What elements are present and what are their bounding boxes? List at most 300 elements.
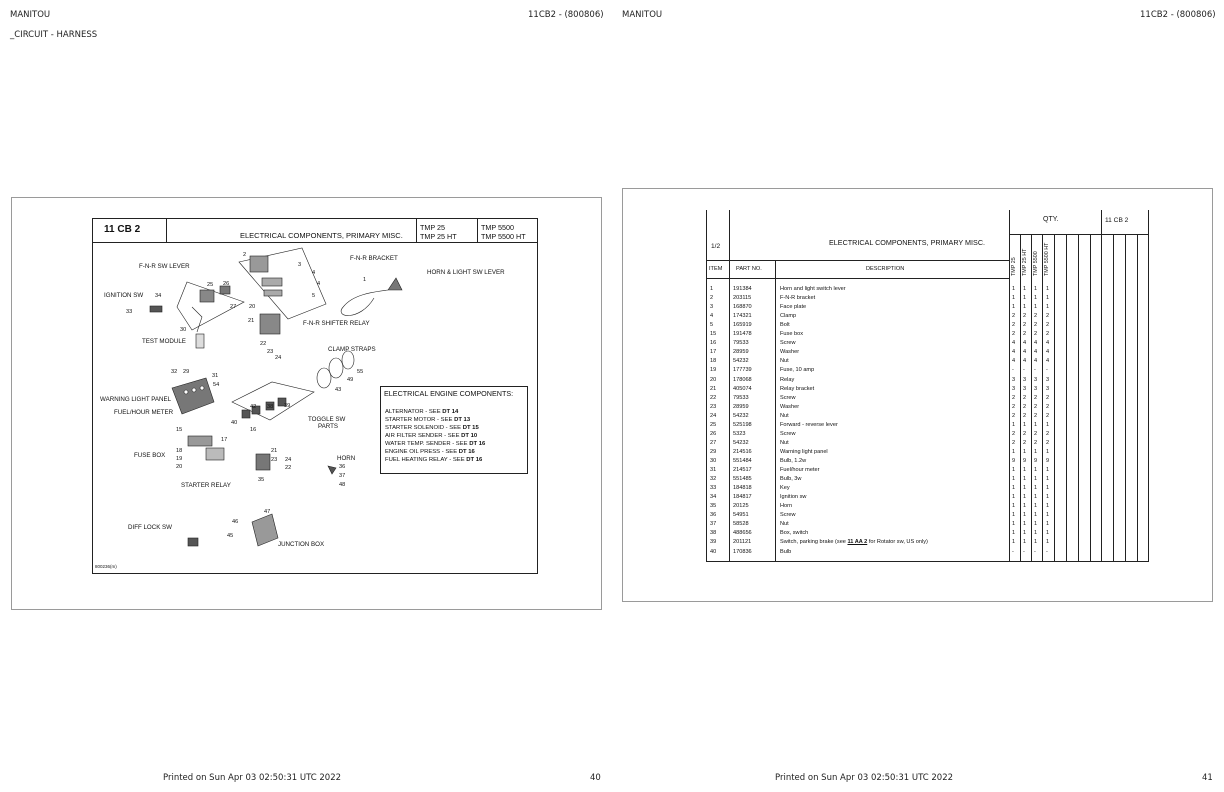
- label-starter-relay: STARTER RELAY: [181, 482, 231, 489]
- row-qty: 4: [1023, 340, 1027, 347]
- right-brand: MANITOU: [622, 10, 663, 20]
- row-qty: 2: [1034, 322, 1038, 329]
- row-qty: 1: [1012, 503, 1016, 510]
- row-qty: 2: [1034, 403, 1038, 410]
- row-qty: 1: [1046, 485, 1050, 492]
- row-item: 20: [710, 376, 717, 383]
- label-fnr-sw-lever: F-N-R SW LEVER: [139, 263, 190, 270]
- row-description: Washer: [780, 349, 800, 356]
- label-ignition-sw: IGNITION SW: [104, 292, 144, 299]
- table-border: [1148, 210, 1149, 562]
- label-fnr-bracket: F-N-R BRACKET: [350, 255, 398, 262]
- row-qty: 1: [1034, 503, 1038, 510]
- row-qty: 2: [1012, 403, 1016, 410]
- row-qty: 2: [1046, 322, 1050, 329]
- row-qty: 1: [1046, 521, 1050, 528]
- row-description: Bulb, 3w: [780, 476, 802, 483]
- callout-number: 4: [312, 270, 316, 276]
- row-description: Key: [780, 485, 790, 492]
- row-qty: 2: [1034, 412, 1038, 419]
- callout-number: 48: [339, 482, 346, 488]
- row-qty: 4: [1034, 358, 1038, 365]
- row-qty: 4: [1023, 349, 1027, 356]
- row-qty: 1: [1034, 494, 1038, 501]
- row-item: 40: [710, 548, 717, 555]
- callout-number: 33: [126, 309, 133, 315]
- label-horn: HORN: [337, 455, 356, 462]
- callout-number: 47: [264, 509, 271, 515]
- row-qty: -: [1012, 548, 1014, 555]
- row-part-number: 5323: [733, 430, 746, 437]
- row-part-number: 58528: [733, 521, 749, 528]
- row-qty: 1: [1034, 467, 1038, 473]
- row-qty: 3: [1023, 376, 1027, 383]
- row-qty: 1: [1012, 485, 1016, 492]
- row-description: Relay bracket: [780, 385, 815, 392]
- row-qty: -: [1046, 367, 1048, 374]
- row-qty: 3: [1023, 385, 1027, 392]
- callout-number: 32: [171, 369, 178, 375]
- row-part-number: 551484: [733, 458, 752, 464]
- left-doc-code: 11CB2 - (800806): [528, 10, 604, 20]
- row-part-number: 28959: [733, 403, 749, 410]
- table-border: [1125, 234, 1126, 562]
- label-warning-light-panel: WARNING LIGHT PANEL: [100, 396, 172, 403]
- callout-number: 5: [312, 293, 316, 299]
- row-item: 35: [710, 503, 717, 510]
- row-item: 17: [710, 349, 717, 356]
- row-qty: 1: [1023, 539, 1027, 546]
- row-description: F-N-R bracket: [780, 295, 816, 302]
- row-qty: 1: [1023, 512, 1027, 519]
- row-description: Screw: [780, 512, 796, 519]
- row-qty: 1: [1012, 521, 1016, 528]
- row-qty: 4: [1023, 358, 1027, 365]
- row-qty: 1: [1034, 286, 1038, 292]
- callout-number: 22: [285, 465, 292, 471]
- row-qty: 4: [1012, 340, 1016, 347]
- row-qty: 2: [1012, 439, 1016, 446]
- row-qty: 3: [1046, 376, 1050, 383]
- callout-number: 36: [339, 464, 346, 470]
- row-qty: 2: [1012, 394, 1016, 401]
- row-qty: 1: [1023, 286, 1027, 292]
- engine-line: STARTER SOLENOID - SEE DT 15: [385, 425, 479, 431]
- row-qty: 2: [1012, 322, 1016, 329]
- row-item: 19: [710, 367, 717, 374]
- row-description: Screw: [780, 394, 796, 401]
- callout-number: 3: [298, 262, 302, 268]
- col-part-header: PART NO.: [736, 266, 762, 272]
- row-qty: 1: [1023, 304, 1027, 311]
- row-item: 4: [710, 313, 714, 320]
- row-qty: 2: [1046, 403, 1050, 410]
- row-description: Relay: [780, 376, 795, 383]
- row-part-number: 203115: [733, 295, 752, 302]
- row-description: Bulb, 1.2w: [780, 458, 807, 464]
- callout-number: 19: [176, 456, 183, 462]
- table-border: [706, 561, 1149, 562]
- row-qty: 1: [1023, 448, 1027, 455]
- row-description: Screw: [780, 430, 796, 437]
- row-qty: 1: [1046, 304, 1050, 311]
- row-part-number: 165919: [733, 322, 752, 329]
- row-description: Nut: [780, 439, 789, 446]
- right-footer-printed: Printed on Sun Apr 03 02:50:31 UTC 2022: [775, 773, 954, 783]
- row-qty: 2: [1046, 394, 1050, 401]
- row-part-number: 214517: [733, 467, 752, 473]
- title-divider: [166, 218, 167, 242]
- row-item: 24: [710, 412, 717, 419]
- title-divider: [477, 218, 478, 242]
- table-border: [1009, 234, 1149, 235]
- label-clamp-straps: CLAMP STRAPS: [328, 346, 376, 353]
- row-qty: 1: [1023, 295, 1027, 302]
- left-brand: MANITOU: [10, 10, 51, 20]
- callout-number: 23: [271, 457, 278, 463]
- row-qty: 2: [1046, 430, 1050, 437]
- row-qty: 2: [1023, 331, 1027, 338]
- row-item: 38: [710, 530, 717, 537]
- row-part-number: 28959: [733, 349, 749, 356]
- row-item: 16: [710, 340, 717, 347]
- row-item: 37: [710, 521, 717, 528]
- label-parts: PARTS: [318, 423, 339, 430]
- row-qty: 2: [1023, 430, 1027, 437]
- row-qty: 1: [1012, 467, 1016, 473]
- table-border: [706, 210, 707, 562]
- callout-number: 31: [212, 373, 219, 379]
- model-tmp25ht: TMP 25 HT: [420, 232, 457, 241]
- right-doc-code: 11CB2 - (800806): [1140, 10, 1216, 20]
- engine-line: WATER TEMP. SENDER - SEE DT 16: [385, 441, 486, 447]
- callout-number: 17: [221, 437, 228, 443]
- callout-number: 21: [271, 448, 278, 454]
- row-item: 26: [710, 430, 717, 437]
- row-qty: -: [1023, 548, 1025, 555]
- row-part-number: 79533: [733, 394, 749, 401]
- row-qty: 1: [1023, 521, 1027, 528]
- row-description: Horn: [780, 503, 793, 510]
- callout-number: 23: [267, 349, 274, 355]
- model-tmp5500: TMP 5500: [481, 223, 515, 232]
- table-border: [706, 278, 1009, 279]
- row-qty: 3: [1012, 376, 1016, 383]
- row-qty: 1: [1012, 476, 1016, 483]
- row-item: 1: [710, 286, 714, 292]
- row-part-number: 20125: [733, 503, 749, 510]
- label-diff-lock-sw: DIFF LOCK SW: [128, 524, 173, 531]
- callout-number: 16: [250, 427, 257, 433]
- right-page-number: 41: [1202, 773, 1213, 783]
- row-qty: 1: [1046, 448, 1050, 455]
- row-qty: 2: [1023, 439, 1027, 446]
- row-part-number: 214516: [733, 448, 752, 455]
- row-qty: 2: [1034, 331, 1038, 338]
- row-description: Washer: [780, 403, 800, 410]
- table-border: [1137, 234, 1138, 562]
- row-part-number: 191384: [733, 286, 752, 292]
- row-item: 30: [710, 458, 717, 464]
- row-qty: 1: [1023, 467, 1027, 473]
- row-qty: 2: [1023, 322, 1027, 329]
- row-description: Clamp: [780, 313, 797, 320]
- left-page-number: 40: [590, 773, 601, 783]
- row-description: Switch, parking brake (see 11 AA 2 for Rotator sw, US only): [780, 539, 928, 546]
- row-qty: 1: [1034, 295, 1038, 302]
- label-fuse-box: FUSE BOX: [134, 452, 166, 459]
- col-item-header: ITEM: [709, 266, 723, 272]
- row-qty: 1: [1012, 295, 1016, 302]
- row-part-number: 525198: [733, 421, 752, 428]
- row-qty: 1: [1046, 421, 1050, 428]
- col-desc-header: DESCRIPTION: [866, 266, 905, 272]
- row-qty: 1: [1034, 485, 1038, 492]
- engine-line: FUEL HEATING RELAY - SEE DT 16: [385, 457, 483, 463]
- row-part-number: 170836: [733, 548, 752, 555]
- row-description: Screw: [780, 340, 796, 347]
- table-border: [1113, 234, 1114, 562]
- label-fuel-hour-meter: FUEL/HOUR METER: [114, 409, 174, 416]
- row-qty: 1: [1034, 448, 1038, 455]
- row-qty: 2: [1023, 313, 1027, 320]
- row-item: 18: [710, 358, 717, 365]
- row-qty: -: [1046, 548, 1048, 555]
- row-description: Box, switch: [780, 530, 809, 537]
- row-item: 22: [710, 394, 717, 401]
- row-description: Bulb: [780, 548, 792, 555]
- row-description-ref: 11 AA 2: [847, 539, 868, 546]
- row-qty: 2: [1012, 430, 1016, 437]
- row-qty: 2: [1034, 430, 1038, 437]
- callout-number: 20: [176, 464, 183, 470]
- row-qty: 1: [1046, 286, 1050, 292]
- row-part-number: 201121: [733, 539, 752, 546]
- row-qty: 3: [1046, 385, 1050, 392]
- row-item: 15: [710, 331, 717, 338]
- callout-number: 22: [260, 341, 267, 347]
- row-item: 36: [710, 512, 717, 519]
- left-section-title: _CIRCUIT - HARNESS: [10, 30, 98, 40]
- table-border: [1090, 234, 1091, 562]
- table-title: ELECTRICAL COMPONENTS, PRIMARY MISC.: [829, 238, 986, 247]
- callout-number: 30: [180, 327, 187, 333]
- callout-number: 42: [250, 404, 257, 410]
- table-border: [729, 210, 730, 260]
- table-border: [1042, 234, 1043, 562]
- row-qty: 3: [1034, 385, 1038, 392]
- model-col-tmp5500: TMP 5500: [1033, 251, 1039, 276]
- callout-number: 45: [227, 533, 234, 539]
- row-qty: 9: [1046, 458, 1050, 464]
- row-qty: -: [1023, 367, 1025, 374]
- callout-number: 20: [249, 304, 256, 310]
- row-item: 5: [710, 322, 714, 329]
- row-qty: 1: [1046, 295, 1050, 302]
- model-col-tmp5500ht: TMP 5500 HT: [1044, 242, 1050, 276]
- row-qty: 9: [1023, 458, 1027, 464]
- row-item: 3: [710, 304, 714, 311]
- row-qty: 2: [1023, 412, 1027, 419]
- callout-number: 38: [267, 404, 274, 410]
- row-part-number: 551485: [733, 476, 752, 483]
- callout-number: 29: [183, 369, 190, 375]
- callout-number: 43: [335, 387, 342, 393]
- label-drawing-ref: 800236(m): [95, 564, 117, 569]
- row-qty: 2: [1023, 403, 1027, 410]
- label-junction-box: JUNCTION BOX: [278, 541, 325, 548]
- callout-number: 18: [176, 448, 183, 454]
- table-border: [1078, 234, 1079, 562]
- row-qty: 2: [1034, 439, 1038, 446]
- row-part-number: 54232: [733, 439, 749, 446]
- row-qty: 1: [1012, 448, 1016, 455]
- table-border: [729, 260, 730, 562]
- row-item: 34: [710, 494, 717, 501]
- diagram-title: ELECTRICAL COMPONENTS, PRIMARY MISC.: [240, 231, 403, 240]
- row-qty: 1: [1034, 530, 1038, 537]
- row-part-number: 79533: [733, 340, 749, 347]
- label-horn-light-sw-lever: HORN & LIGHT SW LEVER: [427, 269, 505, 276]
- row-qty: 3: [1034, 376, 1038, 383]
- row-qty: 1: [1012, 530, 1016, 537]
- callout-number: 46: [232, 519, 239, 525]
- left-footer-printed: Printed on Sun Apr 03 02:50:31 UTC 2022: [163, 773, 342, 783]
- callout-number: 24: [275, 355, 282, 361]
- row-qty: 4: [1046, 358, 1050, 365]
- row-qty: 4: [1012, 358, 1016, 365]
- row-qty: 1: [1046, 467, 1050, 473]
- row-qty: 1: [1023, 530, 1027, 537]
- row-qty: 2: [1046, 439, 1050, 446]
- row-qty: 1: [1023, 494, 1027, 501]
- row-qty: 1: [1034, 539, 1038, 546]
- row-part-number: 178068: [733, 376, 752, 383]
- row-qty: 9: [1012, 458, 1016, 464]
- row-item: 33: [710, 485, 717, 492]
- row-qty: 1: [1012, 512, 1016, 519]
- engine-line: ALTERNATOR - SEE DT 14: [385, 409, 459, 415]
- row-qty: 9: [1034, 458, 1038, 464]
- row-qty: 2: [1012, 331, 1016, 338]
- row-qty: -: [1034, 367, 1036, 374]
- row-description: Nut: [780, 358, 789, 365]
- row-part-number: 184817: [733, 494, 752, 501]
- table-code: 11 CB 2: [1105, 217, 1129, 224]
- row-qty: 1: [1034, 512, 1038, 519]
- model-col-tmp25ht: TMP 25 HT: [1022, 248, 1028, 276]
- row-qty: 1: [1012, 494, 1016, 501]
- row-part-number: 54951: [733, 512, 749, 519]
- row-qty: 2: [1012, 412, 1016, 419]
- callout-number: 15: [176, 427, 183, 433]
- row-qty: 1: [1034, 476, 1038, 483]
- callout-number: 2: [243, 252, 247, 258]
- diagram-code: 11 CB 2: [104, 224, 141, 235]
- row-item: 29: [710, 448, 717, 455]
- callout-number: 37: [339, 473, 346, 479]
- row-qty: 2: [1046, 313, 1050, 320]
- row-qty: 1: [1034, 421, 1038, 428]
- sheet-number: 1/2: [711, 243, 721, 250]
- row-part-number: 488656: [733, 530, 752, 537]
- label-toggle-sw: TOGGLE SW: [308, 416, 346, 423]
- row-part-number: 177739: [733, 367, 752, 374]
- row-qty: 4: [1046, 349, 1050, 356]
- engine-components-heading: ELECTRICAL ENGINE COMPONENTS:: [384, 389, 514, 398]
- row-qty: 4: [1046, 340, 1050, 347]
- row-part-number: 405074: [733, 385, 752, 392]
- callout-number: 1: [363, 277, 367, 283]
- callout-number: 55: [357, 369, 364, 375]
- model-tmp25: TMP 25: [420, 223, 446, 232]
- table-border: [1101, 210, 1102, 562]
- row-description: Fuse box: [780, 331, 804, 338]
- row-qty: 1: [1046, 494, 1050, 501]
- callout-number: 54: [213, 382, 220, 388]
- title-divider: [416, 218, 417, 242]
- callout-number: 26: [223, 281, 230, 287]
- callout-number: 49: [347, 377, 354, 383]
- row-qty: 2: [1034, 394, 1038, 401]
- label-fnr-shifter-relay: F-N-R SHIFTER RELAY: [303, 320, 370, 327]
- callout-number: 24: [285, 457, 292, 463]
- row-part-number: 191478: [733, 331, 752, 338]
- row-qty: 1: [1023, 503, 1027, 510]
- callout-number: 34: [155, 293, 162, 299]
- row-item: 39: [710, 539, 717, 546]
- row-description: Horn and light switch lever: [780, 286, 846, 292]
- callout-number: 39: [284, 403, 291, 409]
- row-qty: 1: [1046, 503, 1050, 510]
- row-part-number: 54232: [733, 412, 749, 419]
- row-qty: 1: [1012, 286, 1016, 292]
- row-description: Ignition sw: [780, 494, 807, 501]
- row-description: Fuse, 10 amp: [780, 367, 815, 374]
- row-qty: 4: [1012, 349, 1016, 356]
- row-item: 25: [710, 421, 717, 428]
- row-qty: 1: [1023, 485, 1027, 492]
- row-qty: 1: [1034, 521, 1038, 528]
- row-qty: 1: [1046, 476, 1050, 483]
- row-item: 31: [710, 467, 717, 473]
- row-description: Nut: [780, 521, 789, 528]
- callout-number: 35: [258, 477, 265, 483]
- row-qty: 1: [1034, 304, 1038, 311]
- row-qty: 1: [1012, 304, 1016, 311]
- table-border: [1009, 210, 1010, 562]
- row-description: Warning light panel: [780, 448, 828, 455]
- row-description: Forward - reverse lever: [780, 421, 838, 428]
- engine-line: STARTER MOTOR - SEE DT 13: [385, 417, 471, 423]
- row-item: 23: [710, 403, 717, 410]
- model-col-tmp25: TMP 25: [1011, 257, 1017, 276]
- table-border: [706, 260, 1009, 261]
- row-item: 2: [710, 295, 714, 302]
- row-part-number: 54232: [733, 358, 749, 365]
- engine-components-box: [380, 386, 528, 474]
- callout-number: 4: [317, 281, 321, 287]
- row-item: 32: [710, 476, 717, 483]
- row-description: Face plate: [780, 304, 807, 311]
- engine-line: ENGINE OIL PRESS - SEE DT 16: [385, 449, 475, 455]
- model-tmp5500ht: TMP 5500 HT: [481, 232, 526, 241]
- row-qty: 1: [1046, 539, 1050, 546]
- table-border: [1020, 234, 1021, 562]
- engine-line: AIR FILTER SENDER - SEE DT 10: [385, 433, 478, 439]
- row-qty: 2: [1046, 331, 1050, 338]
- row-description: Nut: [780, 412, 789, 419]
